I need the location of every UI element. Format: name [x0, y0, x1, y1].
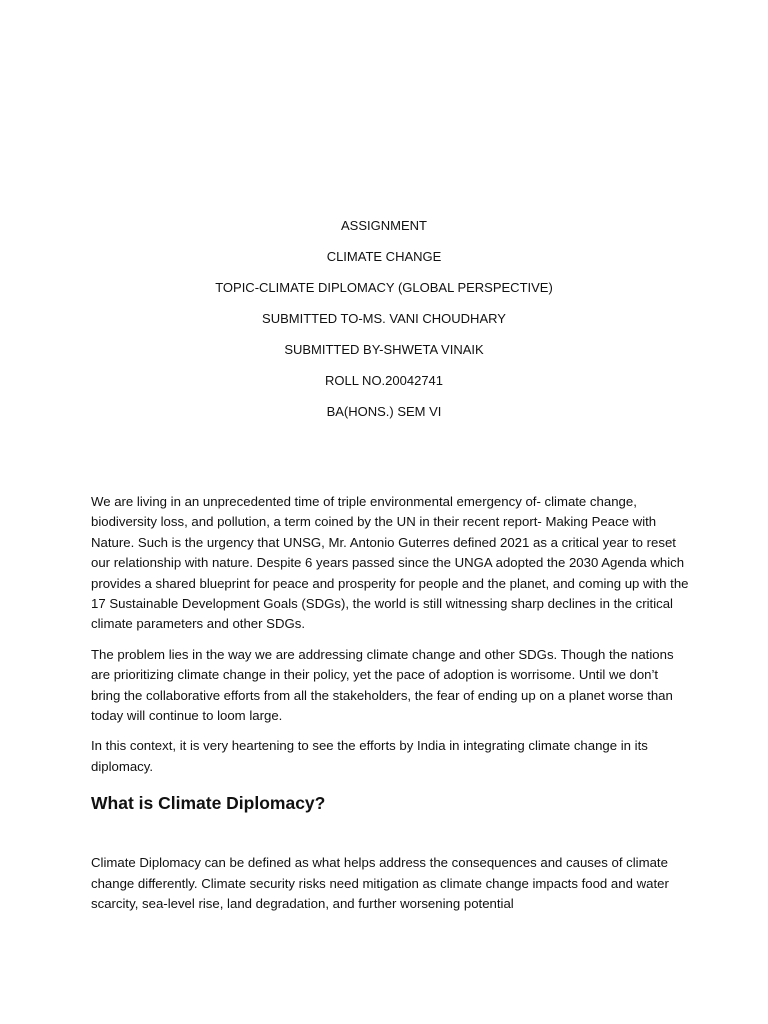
course-line: BA(HONS.) SEM VI [326, 404, 442, 419]
problem-paragraph: The problem lies in the way we are addressing climate change and other SDGs. Though the nations are prioritizing climate change in their policy, yet the pace of adoption is worrisome. Until we don’t bring the collaborative efforts from all the stakeholders, the fear of ending up on a planet worse than today will continue to loom large. [91, 646, 674, 724]
submitted-by-line: SUBMITTED BY-SHWETA VINAIK [284, 342, 484, 357]
roll-number-line: ROLL NO.20042741 [324, 373, 444, 388]
assignment-label: ASSIGNMENT [341, 218, 427, 233]
document-body [91, 492, 691, 925]
topic-line: TOPIC-CLIMATE DIPLOMACY (GLOBAL PERSPECTIVE) [215, 280, 553, 295]
intro-paragraph: We are living in an unprecedented time of triple environmental emergency of- climate change, biodiversity loss, and pollution, a term coined by the UN in their recent report- Making Peace with Nature. Such is the urgency that UNSG, Mr. Antonio Guterres defined 2021 as a critical year to reset our relationship with nature. Despite 6 years passed since the UNGA adopted the 2030 Agenda which provides a shared blueprint for peace and prosperity for people and the planet, and coming up with the 17 Sustainable Development Goals (SDGs), the world is still witnessing sharp declines in the critical climate parameters and other SDGs. [91, 494, 689, 632]
submitted-to-line: SUBMITTED TO-MS. VANI CHOUDHARY [262, 311, 506, 326]
section-heading: What is Climate Diplomacy? [91, 793, 326, 814]
context-paragraph: In this context, it is very heartening to see the efforts by India in integrating climate change in its diplomacy. [91, 738, 648, 774]
subject-title: CLIMATE CHANGE [326, 249, 442, 264]
section-paragraph: Climate Diplomacy can be defined as what helps address the consequences and causes of climate change differently. Climate security risks need mitigation as climate change impacts food and water scarcity, sea-level rise, land degradation, and further worsening potential [91, 855, 669, 912]
title-block [0, 216, 768, 433]
